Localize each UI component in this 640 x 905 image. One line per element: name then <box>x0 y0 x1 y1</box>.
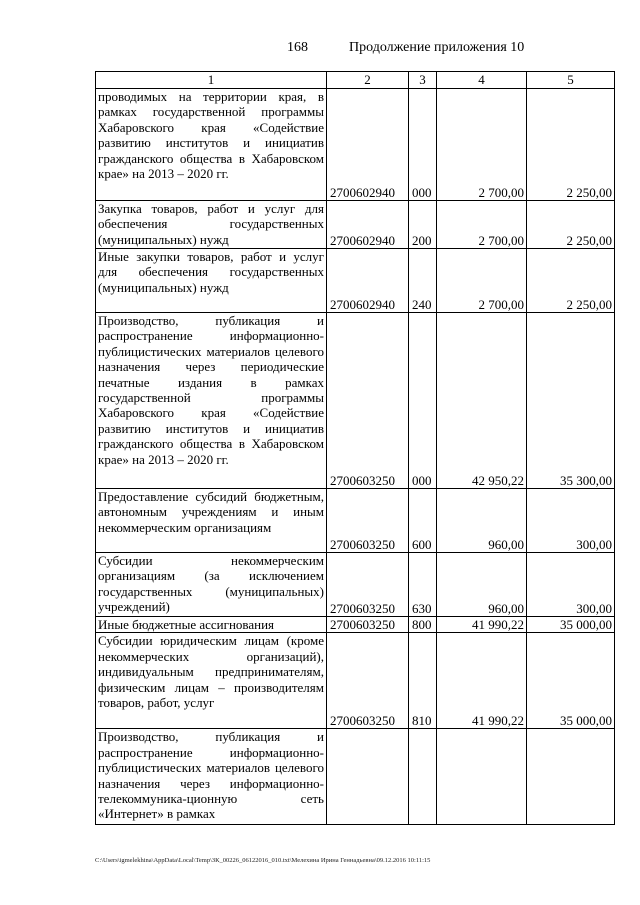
table-row <box>96 489 615 553</box>
row-name: Предоставление субсидий бюджетным, автономным учреждениям и иным некоммерческим организациям <box>96 489 327 553</box>
table-row <box>96 249 615 313</box>
file-path-footer: C:\Users\igmelekhina\AppData\Local\Temp\ЗК_00226_06122016_010.txt\Мелехина Ирина Геннадьевна\09.12.2016 10:11:15 <box>95 857 431 864</box>
row-target-code: 2700603250 <box>327 553 409 617</box>
row-expense-type: 810 <box>409 633 437 729</box>
column-header: 5 <box>527 72 615 89</box>
column-header: 1 <box>96 72 327 89</box>
row-sum-2: 2 250,00 <box>527 249 615 313</box>
row-expense-type: 000 <box>409 313 437 489</box>
row-name: Производство, публикация и распространение информационно-публицистических материалов целевого назначения через периодические печатные издания в рамках государственной программы Хабаровского края «Содействие развитию институтов и инициатив гражданского общества в Хабаровском крае» на 2013 – 2020 гг. <box>96 313 327 489</box>
row-target-code: 2700603250 <box>327 489 409 553</box>
row-name: Субсидии некоммерческим организациям (за исключением государственных (муниципальных) учреждений) <box>96 553 327 617</box>
row-expense-type: 240 <box>409 249 437 313</box>
page-number: 168 <box>287 40 308 55</box>
row-sum-1: 2 700,00 <box>437 201 527 249</box>
table-row <box>96 617 615 633</box>
row-name: Иные закупки товаров, работ и услуг для обеспечения государственных (муниципальных) нужд <box>96 249 327 313</box>
row-name: проводимых на территории края, в рамках государственной программы Хабаровского края «Содействие развитию институтов и инициатив гражданского общества в Хабаровском крае» на 2013 – 2020 гг. <box>96 89 327 201</box>
row-target-code: 2700603250 <box>327 617 409 633</box>
row-sum-1: 960,00 <box>437 489 527 553</box>
row-sum-1: 42 950,22 <box>437 313 527 489</box>
table-row <box>96 89 615 201</box>
row-target-code <box>327 729 409 825</box>
appendix-continuation-label: Продолжение приложения 10 <box>349 40 525 55</box>
row-expense-type: 600 <box>409 489 437 553</box>
row-sum-2: 35 000,00 <box>527 617 615 633</box>
row-sum-2: 300,00 <box>527 553 615 617</box>
row-expense-type <box>409 729 437 825</box>
column-header: 2 <box>327 72 409 89</box>
row-target-code: 2700602940 <box>327 201 409 249</box>
table-header-row <box>96 72 615 89</box>
row-name: Субсидии юридическим лицам (кроме некоммерческих организаций), индивидуальным предпринимателям, физическим лицам – производителям товаров, работ, услуг <box>96 633 327 729</box>
row-name: Производство, публикация и распространение информационно-публицистических материалов целевого назначения через информационно-телекоммуника-ционную сеть «Интернет» в рамках <box>96 729 327 825</box>
row-sum-1: 2 700,00 <box>437 249 527 313</box>
row-sum-1: 41 990,22 <box>437 633 527 729</box>
row-sum-1: 2 700,00 <box>437 89 527 201</box>
page-header <box>0 40 640 56</box>
table-row <box>96 553 615 617</box>
table-row <box>96 633 615 729</box>
budget-table-body <box>96 72 615 825</box>
row-target-code: 2700602940 <box>327 89 409 201</box>
row-sum-2: 35 000,00 <box>527 633 615 729</box>
row-expense-type: 630 <box>409 553 437 617</box>
row-expense-type: 200 <box>409 201 437 249</box>
budget-table <box>95 71 615 825</box>
row-expense-type: 800 <box>409 617 437 633</box>
table-row <box>96 729 615 825</box>
column-header: 3 <box>409 72 437 89</box>
row-sum-2: 300,00 <box>527 489 615 553</box>
row-sum-2: 35 300,00 <box>527 313 615 489</box>
row-name: Закупка товаров, работ и услуг для обеспечения государственных (муниципальных) нужд <box>96 201 327 249</box>
row-expense-type: 000 <box>409 89 437 201</box>
row-name: Иные бюджетные ассигнования <box>96 617 327 633</box>
table-row <box>96 201 615 249</box>
row-sum-2 <box>527 729 615 825</box>
row-sum-1: 960,00 <box>437 553 527 617</box>
row-sum-1 <box>437 729 527 825</box>
row-sum-2: 2 250,00 <box>527 89 615 201</box>
row-target-code: 2700602940 <box>327 249 409 313</box>
column-header: 4 <box>437 72 527 89</box>
row-sum-1: 41 990,22 <box>437 617 527 633</box>
row-target-code: 2700603250 <box>327 313 409 489</box>
table-row <box>96 313 615 489</box>
row-sum-2: 2 250,00 <box>527 201 615 249</box>
row-target-code: 2700603250 <box>327 633 409 729</box>
